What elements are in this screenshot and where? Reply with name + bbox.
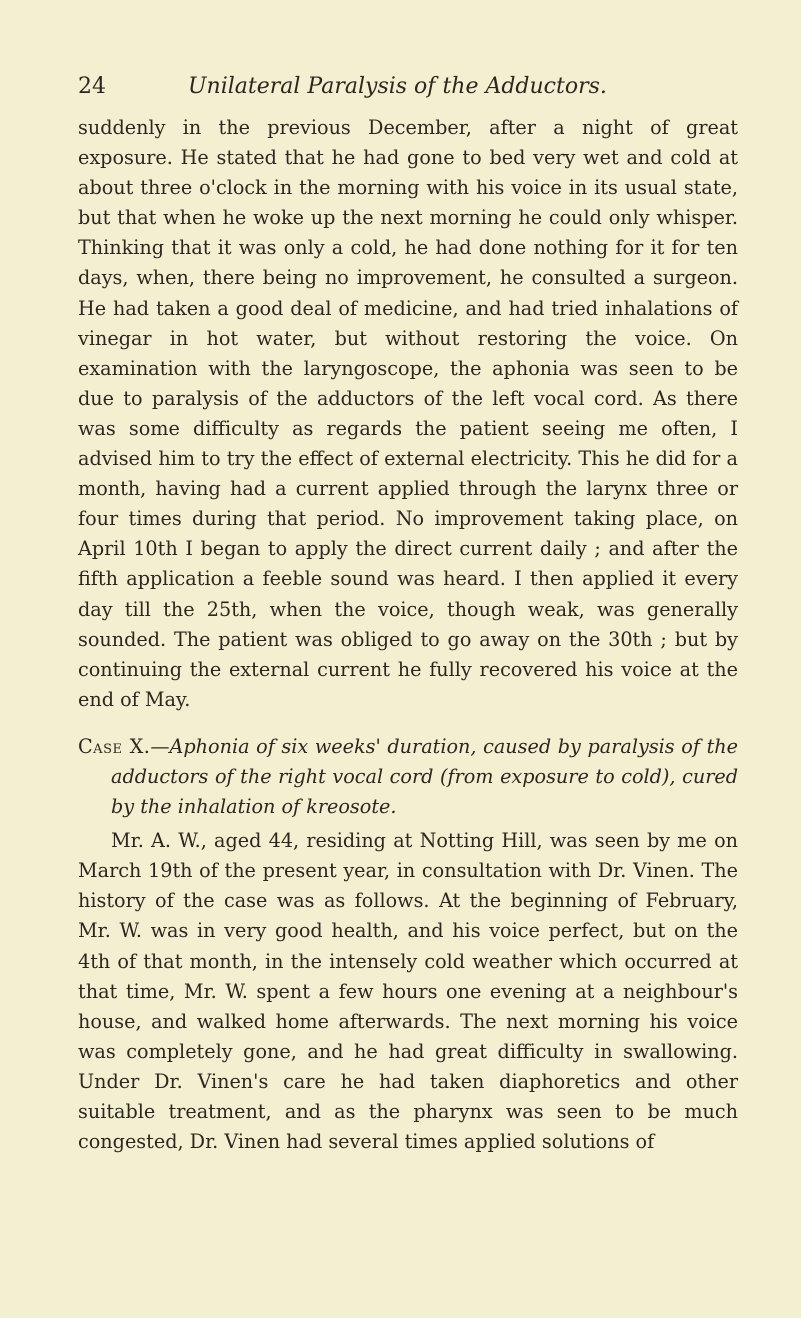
case-heading <box>78 732 738 822</box>
case-dash: — <box>150 734 170 758</box>
case-label: Case X. <box>78 734 151 758</box>
page-header <box>78 74 738 104</box>
page-number: 24 <box>78 74 106 99</box>
continuation-paragraph: suddenly in the previous December, after a night of great exposure. He stated that he had gone to bed very wet and cold at about three o'clock in the morning with his voice in its usual state, but that when he woke up the next morning he could only whisper. Thinking that it was only a cold, he had done nothing for it for ten days, when, there being no improvement, he consulted a surgeon. He had taken a good deal of medicine, and had tried inhalations of vinegar in hot water, but without restoring the voice. On examination with the laryngoscope, the aphonia was seen to be due to paralysis of the adductors of the left vocal cord. As there was some difficulty as regards the patient seeing me often, I advised him to try the effect of external electricity. This he did for a month, having had a current applied through the larynx three or four times during that period. No improvement taking place, on April 10th I began to apply the direct current daily ; and after the fifth application a feeble sound was heard. I then applied it every day till the 25th, when the voice, though weak, was generally sounded. The patient was obliged to go away on the 30th ; but by continuing the external current he fully recovered his voice at the end of May. <box>78 116 738 711</box>
body-text <box>78 113 738 1157</box>
case-body-paragraph: Mr. A. W., aged 44, residing at Notting Hill, was seen by me on March 19th of the present year, in consultation with Dr. Vinen. The history of the case was as follows. At the beginning of February, Mr. W. was in very good health, and his voice perfect, but on the 4th of that month, in the intensely cold weather which occurred at that time, Mr. W. spent a few hours one evening at a neighbour's house, and walked home afterwards. The next morning his voice was completely gone, and he had great difficulty in swallowing. Under Dr. Vinen's care he had taken diaphoretics and other suitable treatment, and as the pharynx was seen to be much congested, Dr. Vinen had several times applied solutions of <box>78 829 738 1154</box>
case-description: Aphonia of six weeks' duration, caused by paralysis of the adductors of the right vocal cord (from exposure to cold), cured by the inhalation of kreosote. <box>111 734 738 819</box>
running-title: Unilateral Paralysis of the Adductors. <box>188 74 607 99</box>
